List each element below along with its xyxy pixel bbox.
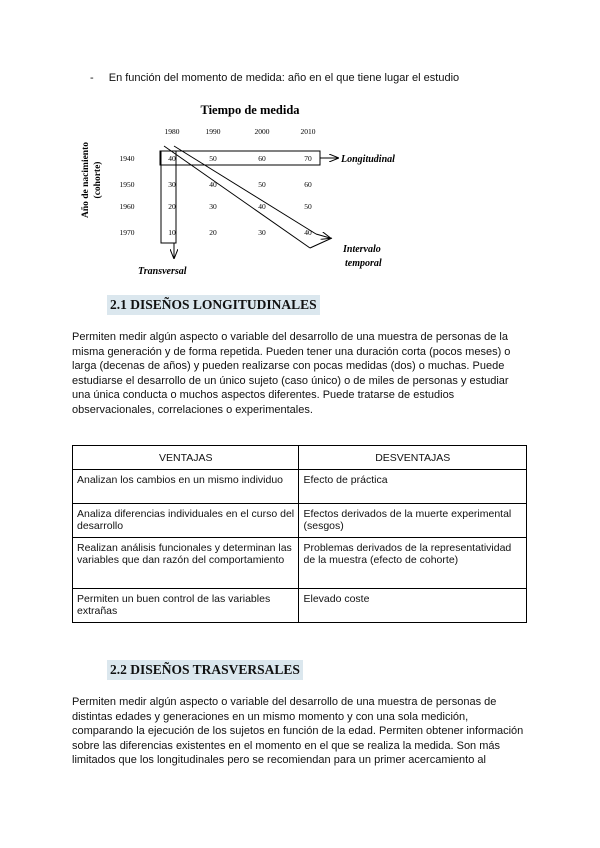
cell-age: 40: [209, 180, 217, 189]
paragraph-line: larga (decenas de años) y pueden realizarse con pocas medidas (dos) o muchas. Puede: [72, 360, 505, 372]
cell-age: 30: [168, 180, 176, 189]
cell-age: 50: [304, 202, 312, 211]
bullet-text: En función del momento de medida: año en el que tiene lugar el estudio: [108, 72, 460, 84]
paragraph-line: estudiarse el desarrollo de un único sujeto (caso único) o de miles de personas y estudiar: [72, 374, 509, 387]
table-row: [73, 537, 527, 588]
cell-age: 40: [168, 154, 176, 163]
cell-age: 20: [209, 228, 217, 237]
cell-age: 70: [304, 154, 312, 163]
table-cell: Problemas derivados de la representatividad de la muestra (efecto de cohorte): [299, 537, 527, 588]
interval-band-edge: [310, 238, 332, 248]
header-ventajas: VENTAJAS: [73, 446, 299, 470]
table-row: [73, 469, 527, 503]
paragraph-line: misma generación y de forma repetida. Pueden tener una duración corta (pocos meses) o: [72, 345, 511, 358]
diagram-title: Tiempo de medida: [200, 103, 300, 117]
table-row: [73, 503, 527, 537]
paragraph-line: distintas edades y generaciones en un mismo momento y con una sola medición,: [72, 710, 469, 723]
label-interval: Intervalo: [343, 244, 381, 255]
cell-age: 50: [209, 154, 217, 163]
table-cell: Permiten un buen control de las variables extrañas: [73, 588, 299, 622]
interval-band-edge: [164, 146, 310, 248]
table-row: [73, 588, 527, 622]
paragraph-line: observacionales, correlaciones o experimentales.: [72, 403, 313, 416]
birth-year: 1940: [119, 154, 135, 163]
label-longitudinal: Longitudinal: [341, 154, 395, 165]
cell-age: 50: [258, 180, 266, 189]
measure-year: 2000: [254, 127, 270, 136]
paragraph-line: una única conducta o muchos aspectos diferentes. Puede tratarse de estudios: [72, 389, 455, 401]
header-desventajas: DESVENTAJAS: [299, 446, 527, 470]
measure-year: 1990: [205, 127, 221, 136]
section-heading-longitudinal: 2.1 DISEÑOS LONGITUDINALES: [107, 295, 320, 315]
paragraph-transversal: [72, 695, 532, 768]
label-interval-sub: temporal: [345, 258, 382, 269]
bullet-dash: -: [90, 72, 94, 84]
cell-age: 30: [209, 202, 217, 211]
birth-year: 1950: [119, 180, 135, 189]
paragraph-longitudinal: [72, 330, 532, 417]
y-axis-label-sub: (cohorte): [93, 161, 103, 199]
pros-cons-table: [72, 445, 527, 623]
cell-age: 20: [168, 202, 176, 211]
paragraph-line: Permiten medir algún aspecto o variable del desarrollo de una muestra de personas de: [72, 696, 497, 708]
birth-year: 1970: [119, 228, 135, 237]
paragraph-line: Permiten medir algún aspecto o variable del desarrollo de una muestra de personas de la: [72, 331, 508, 343]
paragraph-line: limitados que los longitudinales pero se recomiendan para un primer acercamiento al: [72, 754, 486, 766]
cell-age: 30: [258, 228, 266, 237]
cell-age: 10: [168, 228, 176, 237]
section-heading-transversal: 2.2 DISEÑOS TRASVERSALES: [107, 660, 303, 680]
table-header-row: [73, 446, 527, 470]
cohort-time-diagram: [70, 100, 530, 280]
measure-year: 1980: [164, 127, 180, 136]
cell-age: 60: [258, 154, 266, 163]
cell-age: 60: [304, 180, 312, 189]
table-cell: Efecto de práctica: [299, 469, 527, 503]
cell-age: 40: [258, 202, 266, 211]
cell-age: 40: [304, 228, 312, 237]
intro-bullet: [90, 72, 459, 84]
longitudinal-box: [160, 151, 320, 165]
birth-year: 1960: [119, 202, 135, 211]
table-cell: Realizan análisis funcionales y determinan las variables que dan razón del comportamiento: [73, 537, 299, 588]
table-cell: Analizan los cambios en un mismo individuo: [73, 469, 299, 503]
label-transversal: Transversal: [138, 266, 187, 277]
interval-band-edge: [174, 146, 316, 234]
table-cell: Analiza diferencias individuales en el curso del desarrollo: [73, 503, 299, 537]
table-cell: Elevado coste: [299, 588, 527, 622]
paragraph-line: sobre las diferencias existentes en el momento en el que se realiza la medida. Son más: [72, 739, 501, 752]
measure-year: 2010: [300, 127, 316, 136]
interval-arrow: [316, 234, 330, 238]
paragraph-line: comparando la ejecución de los sujetos en función de la edad. Permiten obtener información: [72, 725, 524, 737]
y-axis-label: Año de nacimiento: [81, 142, 91, 218]
table-cell: Efectos derivados de la muerte experimental (sesgos): [299, 503, 527, 537]
